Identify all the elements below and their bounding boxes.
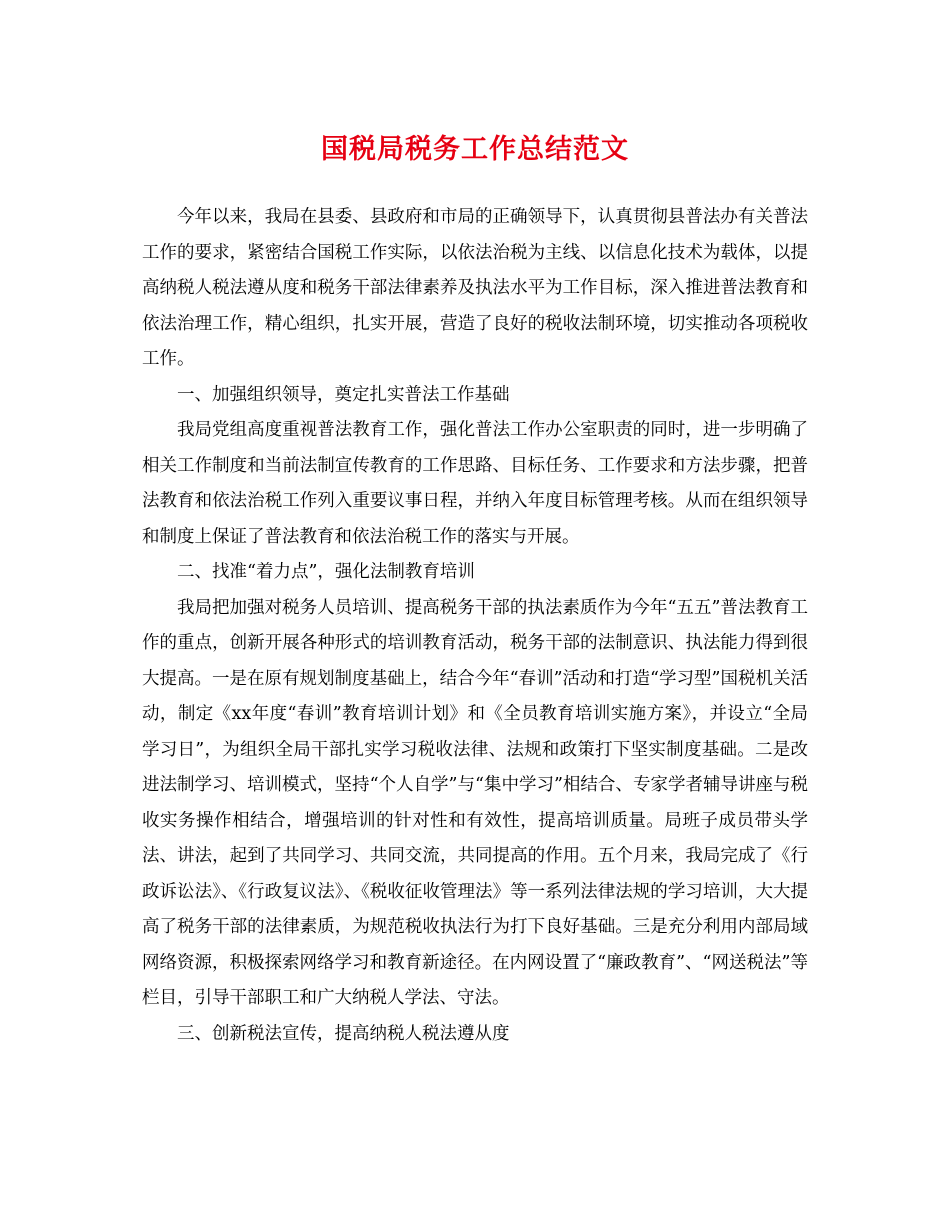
document-body	[142, 200, 808, 1052]
section-heading-2: 二、找准“着力点”，强化法制教育培训	[177, 562, 475, 582]
section-2-paragraph: 我局把加强对税务人员培训、提高税务干部的执法素质作为今年“五五”普法教育工作的重点，创新开展各种形式的培训教育活动，税务干部的法制意识、执法能力得到很大提高。一是在原有规划制度基础上，结合今年“春训”活动和打造“学习型”国税机关活动，制定《xx年度“春训”教育培训计划》和《全员教育培训实施方案》，并设立“全局学习日”，为组织全局干部扎实学习税收法律、法规和政策打下坚实制度基础。二是改进法制学习、培训模式，坚持“个人自学”与“集中学习”相结合、专家学者辅导讲座与税收实务操作相结合，增强培训的针对性和有效性，提高培训质量。局班子成员带头学法、讲法，起到了共同学习、共同交流，共同提高的作用。五个月来，我局完成了《行政诉讼法》、《行政复议法》、《税收征收管理法》等一系列法律法规的学习培训，大大提高了税务干部的法律素质，为规范税收执法行为打下良好基础。三是充分利用内部局域网络资源，积极探索网络学习和教育新途径。在内网设置了“廉政教育”、“网送税法”等栏目，引导干部职工和广大纳税人学法、守法。	[142, 597, 808, 1008]
document-title: 国税局税务工作总结范文	[321, 134, 629, 165]
section-heading-3: 三、创新税法宣传，提高纳税人税法遵从度	[177, 1023, 510, 1044]
section-1-paragraph: 我局党组高度重视普法教育工作，强化普法工作办公室职责的同时，进一步明确了相关工作制度和当前法制宣传教育的工作思路、目标任务、工作要求和方法步骤，把普法教育和依法治税工作列入重要议事日程，并纳入年度目标管理考核。从而在组织领导和制度上保证了普法教育和依法治税工作的落实与开展。	[142, 420, 808, 547]
section-heading-1: 一、加强组织领导，奠定扎实普法工作基础	[177, 384, 510, 405]
intro-paragraph: 今年以来，我局在县委、县政府和市局的正确领导下，认真贯彻县普法办有关普法工作的要求，紧密结合国税工作实际，以依法治税为主线、以信息化技术为载体，以提高纳税人税法遵从度和税务干部法律素养及执法水平为工作目标，深入推进普法教育和依法治理工作，精心组织，扎实开展，营造了良好的税收法制环境，切实推动各项税收工作。	[142, 207, 808, 369]
